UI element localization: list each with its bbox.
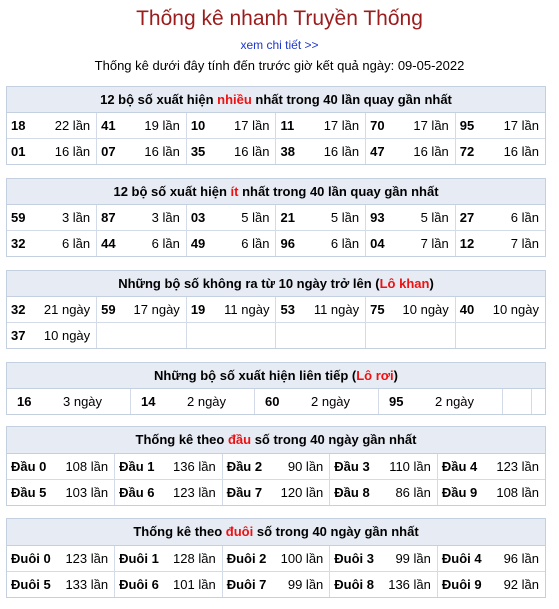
cell-value: 90 lần bbox=[287, 459, 324, 474]
cell-key: 11 bbox=[280, 118, 295, 133]
cell-key: 27 bbox=[459, 210, 475, 225]
table-cell bbox=[97, 113, 187, 139]
cell-value: 99 lần bbox=[287, 577, 324, 592]
cell-value: 100 lần bbox=[280, 551, 324, 566]
cell-value: 17 ngày bbox=[133, 302, 180, 317]
table-cell bbox=[97, 205, 187, 231]
lo-khan-panel bbox=[6, 270, 546, 349]
details-link[interactable]: xem chi tiết >> bbox=[240, 38, 319, 52]
table-row bbox=[7, 546, 545, 572]
table-row bbox=[7, 231, 545, 257]
cell-key: 59 bbox=[11, 210, 26, 225]
table-cell bbox=[7, 454, 115, 480]
table-cell bbox=[366, 323, 456, 349]
cell-value: 17 lần bbox=[234, 118, 270, 133]
table-cell bbox=[7, 480, 115, 506]
table-cell bbox=[503, 389, 532, 414]
cell-key: Đầu 9 bbox=[441, 485, 478, 500]
table-cell bbox=[330, 572, 438, 598]
table-cell bbox=[455, 323, 545, 349]
table-row bbox=[7, 297, 545, 323]
cell-value: 16 lần bbox=[413, 144, 449, 159]
cell-value: 103 lần bbox=[65, 485, 109, 500]
cell-value: 123 lần bbox=[65, 551, 109, 566]
cell-key: 72 bbox=[459, 144, 475, 159]
cell-value: 10 ngày bbox=[492, 302, 539, 317]
table-cell bbox=[7, 546, 115, 572]
cell-value: 108 lần bbox=[496, 485, 539, 500]
cell-key: 40 bbox=[459, 302, 475, 317]
cell-key: 75 bbox=[370, 302, 385, 317]
cell-key: Đuôi 7 bbox=[226, 577, 267, 592]
cell-value: 7 lần bbox=[420, 236, 449, 251]
cell-value: 6 lần bbox=[510, 210, 539, 225]
head-stats-table bbox=[7, 454, 545, 505]
cell-value: 92 lần bbox=[503, 577, 539, 592]
cell-key: Đuôi 6 bbox=[119, 577, 159, 592]
table-cell bbox=[97, 323, 187, 349]
cell-value: 6 lần bbox=[61, 236, 91, 251]
table-cell bbox=[455, 113, 545, 139]
table-cell bbox=[186, 323, 276, 349]
table-cell bbox=[455, 297, 545, 323]
table-cell bbox=[97, 231, 187, 257]
cell-value: 5 lần bbox=[241, 210, 270, 225]
cell-key: 32 bbox=[11, 236, 26, 251]
table-row bbox=[7, 454, 545, 480]
table-cell bbox=[97, 139, 187, 165]
cell-value: 16 lần bbox=[503, 144, 539, 159]
table-cell: 95 2 ngày bbox=[379, 389, 503, 414]
table-cell bbox=[186, 205, 276, 231]
cell-key: Đuôi 5 bbox=[11, 577, 51, 592]
cell-key: 96 bbox=[280, 236, 295, 251]
table-row bbox=[7, 323, 545, 349]
cell-key: Đầu 0 bbox=[11, 459, 47, 474]
cell-key: 19 bbox=[190, 302, 206, 317]
panel-heading: Những bộ số không ra từ 10 ngày trở lên (Lô khan) bbox=[7, 271, 545, 297]
cell-value: 16 lần bbox=[54, 144, 91, 159]
cell-key: Đuôi 8 bbox=[334, 577, 375, 592]
head-stats-panel bbox=[6, 426, 546, 506]
cell-key: 07 bbox=[101, 144, 116, 159]
cell-value: 5 lần bbox=[420, 210, 449, 225]
table-cell bbox=[366, 231, 456, 257]
cell-key: Đuôi 3 bbox=[334, 551, 375, 566]
least-frequent-panel bbox=[6, 178, 546, 257]
cell-key: 12 bbox=[459, 236, 475, 251]
cell-value: 6 lần bbox=[330, 236, 360, 251]
table-cell bbox=[7, 113, 97, 139]
cell-value: 120 lần bbox=[280, 485, 324, 500]
cell-value: 7 lần bbox=[510, 236, 539, 251]
cell-value: 86 lần bbox=[395, 485, 431, 500]
cell-value: 108 lần bbox=[65, 459, 109, 474]
cell-value: 10 ngày bbox=[402, 302, 449, 317]
cell-key: 32 bbox=[11, 302, 26, 317]
cell-key: Đầu 2 bbox=[226, 459, 263, 474]
cell-value: 3 lần bbox=[151, 210, 180, 225]
tail-stats-table bbox=[7, 546, 545, 597]
cell-key: 95 bbox=[459, 118, 475, 133]
cell-value: 17 lần bbox=[323, 118, 360, 133]
lo-roi-table bbox=[7, 389, 532, 414]
table-cell bbox=[437, 454, 545, 480]
page-title: Thống kê nhanh Truyền Thống bbox=[136, 7, 423, 30]
cell-key: 49 bbox=[190, 236, 206, 251]
cell-value: 16 lần bbox=[144, 144, 180, 159]
cell-value: 17 lần bbox=[413, 118, 449, 133]
table-cell bbox=[455, 231, 545, 257]
cell-key: 38 bbox=[280, 144, 295, 159]
table-cell bbox=[186, 231, 276, 257]
cell-key: Đầu 3 bbox=[334, 459, 370, 474]
table-cell bbox=[115, 546, 223, 572]
cell-key: 44 bbox=[101, 236, 116, 251]
cell-key: 18 bbox=[11, 118, 26, 133]
cell-key: 87 bbox=[101, 210, 116, 225]
table-row bbox=[7, 205, 545, 231]
table-row bbox=[7, 572, 545, 598]
cell-value: 110 lần bbox=[389, 459, 431, 474]
cell-value: 6 lần bbox=[151, 236, 180, 251]
cell-value: 3 lần bbox=[61, 210, 91, 225]
lo-roi-panel bbox=[6, 362, 546, 415]
cell-key: Đầu 1 bbox=[119, 459, 155, 474]
least-frequent-table bbox=[7, 205, 545, 256]
cell-value: 11 ngày bbox=[313, 302, 360, 317]
table-cell bbox=[222, 454, 330, 480]
table-cell bbox=[455, 139, 545, 165]
table-cell bbox=[330, 454, 438, 480]
cell-key: Đuôi 4 bbox=[441, 551, 482, 566]
cell-key: 37 bbox=[11, 328, 26, 343]
table-cell bbox=[276, 297, 366, 323]
table-cell bbox=[366, 139, 456, 165]
cell-key: 01 bbox=[11, 144, 26, 159]
table-cell: 16 3 ngày bbox=[7, 389, 131, 414]
table-cell bbox=[7, 231, 97, 257]
cell-key: 47 bbox=[370, 144, 385, 159]
cell-value: 22 lần bbox=[54, 118, 91, 133]
panel-heading: Thống kê theo đầu số trong 40 ngày gần nhất bbox=[7, 427, 545, 454]
cell-value: 19 lần bbox=[144, 118, 180, 133]
cell-key: 59 bbox=[101, 302, 116, 317]
cell-key: 21 bbox=[280, 210, 295, 225]
table-row bbox=[7, 480, 545, 506]
cell-value: 11 ngày bbox=[224, 302, 270, 317]
table-cell bbox=[7, 139, 97, 165]
cell-value: 101 lần bbox=[173, 577, 216, 592]
table-cell bbox=[222, 480, 330, 506]
table-cell bbox=[115, 572, 223, 598]
table-cell bbox=[97, 297, 187, 323]
table-cell bbox=[115, 454, 223, 480]
table-cell bbox=[455, 205, 545, 231]
table-cell bbox=[7, 572, 115, 598]
cell-key: 04 bbox=[370, 236, 385, 251]
table-cell bbox=[276, 231, 366, 257]
table-cell: 14 2 ngày bbox=[131, 389, 255, 414]
table-cell bbox=[437, 546, 545, 572]
table-cell bbox=[222, 546, 330, 572]
cell-key: 03 bbox=[190, 210, 206, 225]
cell-value: 136 lần bbox=[173, 459, 216, 474]
cell-value: 21 ngày bbox=[43, 302, 91, 317]
cell-key: 53 bbox=[280, 302, 295, 317]
table-cell bbox=[366, 113, 456, 139]
cell-key: Đuôi 0 bbox=[11, 551, 51, 566]
table-cell bbox=[330, 480, 438, 506]
cell-key: Đầu 4 bbox=[441, 459, 478, 474]
cell-value: 123 lần bbox=[173, 485, 216, 500]
cell-key: Đầu 6 bbox=[119, 485, 155, 500]
table-cell bbox=[366, 205, 456, 231]
cell-key: 93 bbox=[370, 210, 385, 225]
table-cell bbox=[186, 297, 276, 323]
panel-heading: Thống kê theo đuôi số trong 40 ngày gần nhất bbox=[7, 519, 545, 546]
cell-value: 16 lần bbox=[323, 144, 360, 159]
cell-value: 99 lần bbox=[395, 551, 431, 566]
cell-key: Đầu 8 bbox=[334, 485, 370, 500]
most-frequent-panel bbox=[6, 86, 546, 165]
cell-key: Đầu 5 bbox=[11, 485, 47, 500]
cell-value: 5 lần bbox=[330, 210, 360, 225]
cell-value: 17 lần bbox=[503, 118, 539, 133]
page-subtitle: Thống kê dưới đây tính đến trước giờ kết quả ngày: 09-05-2022 bbox=[94, 58, 465, 73]
table-cell bbox=[437, 572, 545, 598]
cell-value: 96 lần bbox=[503, 551, 539, 566]
cell-value: 136 lần bbox=[388, 577, 431, 592]
cell-key: 70 bbox=[370, 118, 385, 133]
table-row bbox=[7, 113, 545, 139]
table-cell: 60 2 ngày bbox=[255, 389, 379, 414]
table-cell bbox=[276, 113, 366, 139]
cell-key: 35 bbox=[190, 144, 206, 159]
table-cell bbox=[7, 297, 97, 323]
cell-key: Đuôi 2 bbox=[226, 551, 267, 566]
panel-heading: 12 bộ số xuất hiện ít nhất trong 40 lần quay gần nhất bbox=[7, 179, 545, 205]
table-cell bbox=[222, 572, 330, 598]
table-cell bbox=[7, 323, 97, 349]
table-cell bbox=[366, 297, 456, 323]
table-cell bbox=[186, 113, 276, 139]
cell-key: 41 bbox=[101, 118, 116, 133]
most-frequent-table bbox=[7, 113, 545, 164]
panel-heading: Những bộ số xuất hiện liên tiếp (Lô rơi) bbox=[7, 363, 545, 389]
table-cell bbox=[330, 546, 438, 572]
table-row bbox=[7, 139, 545, 165]
cell-value: 133 lần bbox=[65, 577, 109, 592]
cell-value: 6 lần bbox=[241, 236, 270, 251]
cell-key: Đuôi 9 bbox=[441, 577, 482, 592]
cell-value: 16 lần bbox=[234, 144, 270, 159]
table-cell bbox=[115, 480, 223, 506]
cell-key: Đuôi 1 bbox=[119, 551, 159, 566]
table-cell bbox=[437, 480, 545, 506]
table-cell bbox=[276, 323, 366, 349]
cell-value: 123 lần bbox=[496, 459, 539, 474]
cell-key: Đầu 7 bbox=[226, 485, 263, 500]
tail-stats-panel bbox=[6, 518, 546, 598]
table-cell bbox=[276, 205, 366, 231]
table-cell bbox=[276, 139, 366, 165]
cell-value: 10 ngày bbox=[43, 328, 91, 343]
panel-heading: 12 bộ số xuất hiện nhiều nhất trong 40 lần quay gần nhất bbox=[7, 87, 545, 113]
cell-value: 128 lần bbox=[173, 551, 216, 566]
table-cell bbox=[7, 205, 97, 231]
lo-khan-table bbox=[7, 297, 545, 348]
table-cell bbox=[186, 139, 276, 165]
cell-key: 10 bbox=[190, 118, 206, 133]
